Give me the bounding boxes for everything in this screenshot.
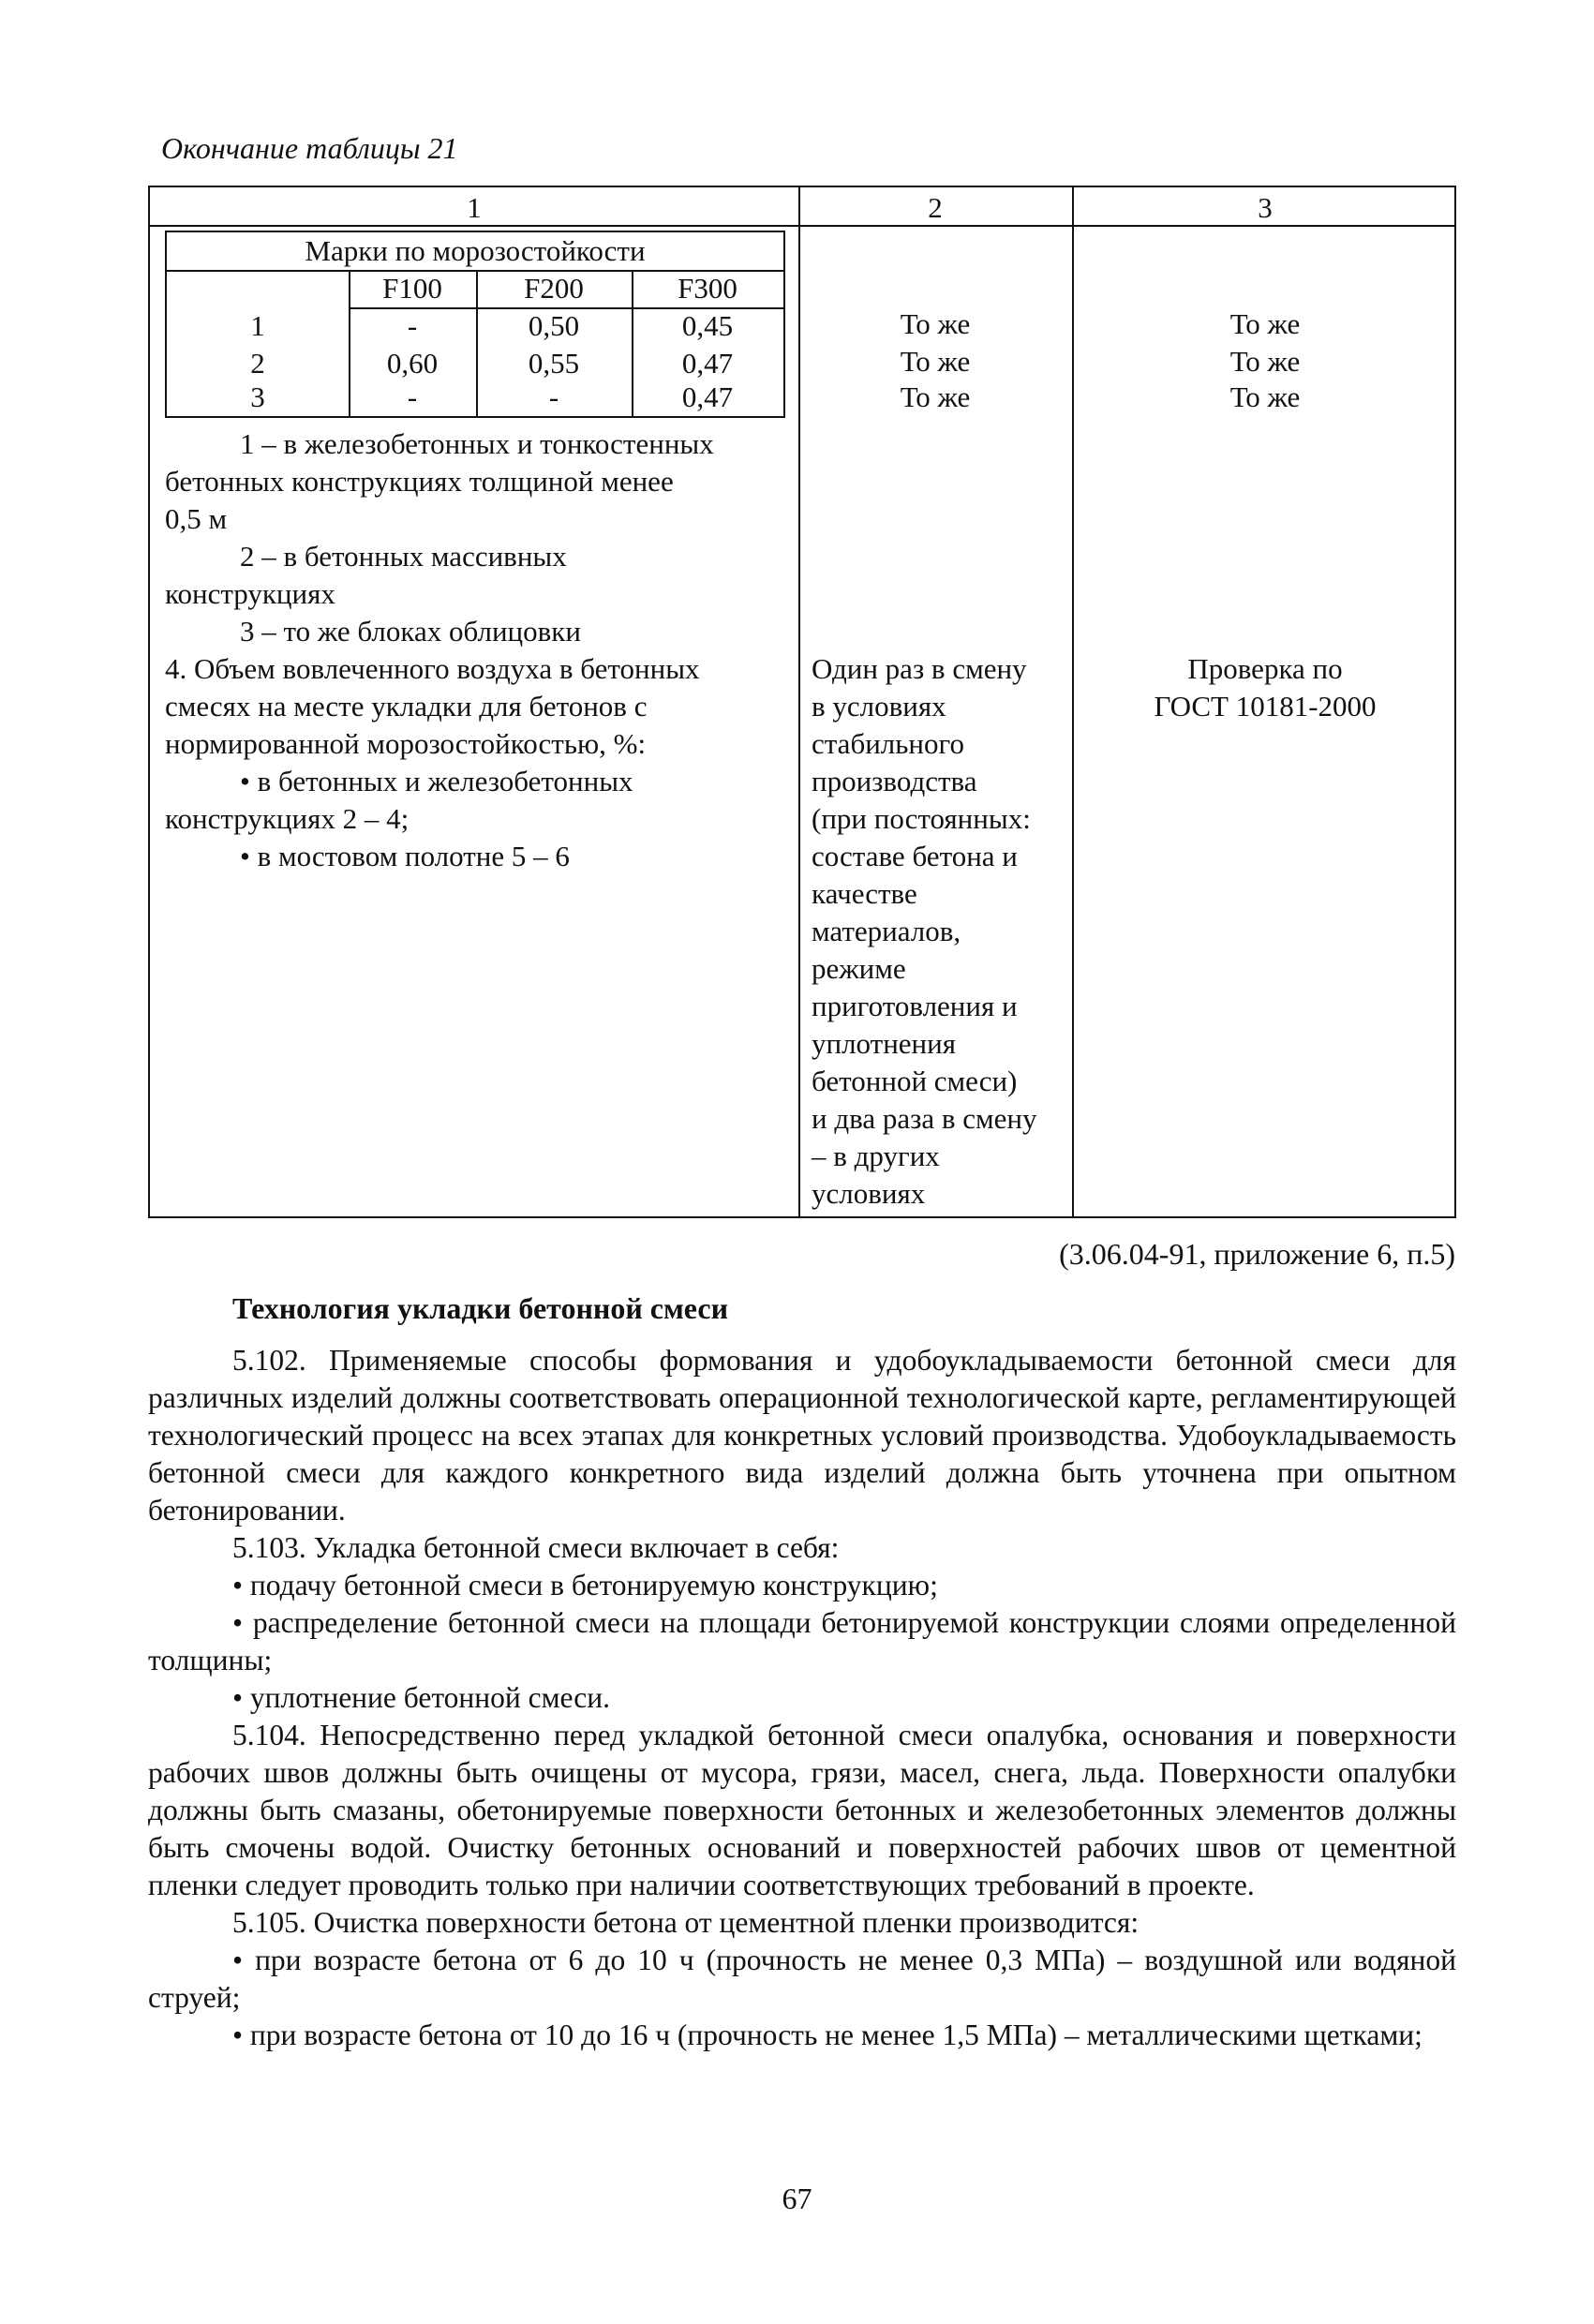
page-number: 67 [782,2182,812,2215]
col1-line: 4. Объем вовлеченного воздуха в бетонных [165,652,700,685]
bullet-item: • распределение бетонной смеси на площади бетонируемой конструкции слоями определенной толщины; [148,1606,1456,1676]
value-cell: 0,60 [386,347,439,380]
paragraph: 5.103. Укладка бетонной смеси включает в себя: [232,1531,840,1564]
verification-line: Проверка по [1187,652,1343,685]
col1-line: 1 – в железобетонных и тонкостенных [240,427,714,460]
value-cell: 0,55 [528,347,580,380]
value-cell: - [548,380,559,413]
value-cell: - [407,309,418,342]
same-text: То же [1229,380,1301,413]
main-table [148,186,1456,1218]
col2-line: приготовления и [812,990,1018,1022]
col1-line: конструкциях [165,577,335,610]
col2-line: Один раз в смену [812,652,1027,685]
grade-header: F200 [524,272,584,305]
same-text: То же [900,380,971,413]
bullet-item: • при возрасте бетона от 6 до 10 ч (прочность не менее 0,3 МПа) – воздушной или водяной струей; [148,1944,1456,2014]
frost-grade-table [165,231,785,418]
body-text [148,1342,1456,2054]
col2-line: (при постоянных: [812,802,1031,835]
col2-line: уплотнения [812,1027,956,1060]
bullet-item: • подачу бетонной смеси в бетонируемую конструкцию; [232,1569,938,1601]
col2-line: и два раза в смену [812,1102,1037,1135]
value-cell: 0,45 [681,309,734,342]
col2-line: бетонной смеси) [812,1065,1018,1097]
same-text: То же [900,307,971,340]
col2-line: качестве [812,877,917,910]
col2-line: условиях [812,1177,926,1210]
paragraph: 5.105. Очистка поверхности бетона от цементной пленки производится: [232,1906,1140,1939]
col1-line: • в мостовом полотне 5 – 6 [240,840,570,872]
grade-header: F100 [382,272,442,305]
bullet-item: • уплотнение бетонной смеси. [232,1681,611,1714]
row-number: 2 [250,347,265,380]
col1-line: 0,5 м [165,502,228,535]
inner-title: Марки по морозостойкости [305,234,646,267]
col1-line: • в бетонных и железобетонных [240,765,633,797]
same-text: То же [900,345,971,378]
col2-line: режиме [812,952,906,985]
same-text: То же [1229,307,1301,340]
paragraph: 5.102. Применяемые способы формования и удобоукладываемости бетонной смеси для различных изделий должны соответствовать операционной технологической карте, регламентирующей технологический процесс на всех этапах для конкретных условий производства. Удобоукладываемость бетонной смеси для каждого конкретного вида изделий должна быть уточнена при опытном бетонировании. [148,1344,1456,1527]
row-number: 3 [250,380,265,413]
same-text: То же [1229,345,1301,378]
col2-line: составе бетона и [812,840,1018,872]
col2-line: материалов, [812,915,961,947]
value-cell: 0,47 [681,347,734,380]
grade-header: F300 [678,272,737,305]
value-cell: 0,50 [528,309,580,342]
col2-line: в условиях [812,690,946,723]
col2-line: – в других [812,1140,940,1172]
reference-note: (3.06.04-91, приложение 6, п.5) [1059,1237,1455,1271]
col-header-1: 1 [467,191,482,224]
frequency-text [812,650,1036,1213]
col1-line: 2 – в бетонных массивных [240,540,567,573]
value-cell: 0,47 [681,380,734,413]
value-cell: - [407,380,418,413]
col-header-2: 2 [928,191,943,224]
col1-line: бетонных конструкциях толщиной менее [165,465,674,498]
paragraph: 5.104. Непосредственно перед укладкой бетонной смеси опалубка, основания и поверхности рабочих швов должны быть очищены от мусора, грязи, масел, снега, льда. Поверхности опалубки должны быть смазаны, обетонируемые поверхности бетонных и железобетонных элементов должны быть смочены водой. Очистку бетонных оснований и поверхностей рабочих швов от цементной пленки следует проводить только при наличии соответствующих требований в проекте. [148,1719,1456,1901]
col1-line: 3 – то же блоках облицовки [240,615,581,648]
col2-line: производства [812,765,977,797]
col1-line: конструкциях 2 – 4; [165,802,410,835]
bullet-item: • при возрасте бетона от 10 до 16 ч (прочность не менее 1,5 МПа) – металлическими щетками; [232,2019,1423,2051]
col1-line: нормированной морозостойкостью, %: [165,727,647,760]
table-caption: Окончание таблицы 21 [161,131,458,165]
section-heading: Технология укладки бетонной смеси [232,1291,729,1325]
col1-line: смесях на месте укладки для бетонов с [165,690,648,723]
row-number: 1 [250,309,265,342]
header-divider [150,225,1454,227]
col2-line: стабильного [812,727,964,760]
col-header-3: 3 [1258,191,1273,224]
verification-line: ГОСТ 10181-2000 [1154,690,1377,723]
